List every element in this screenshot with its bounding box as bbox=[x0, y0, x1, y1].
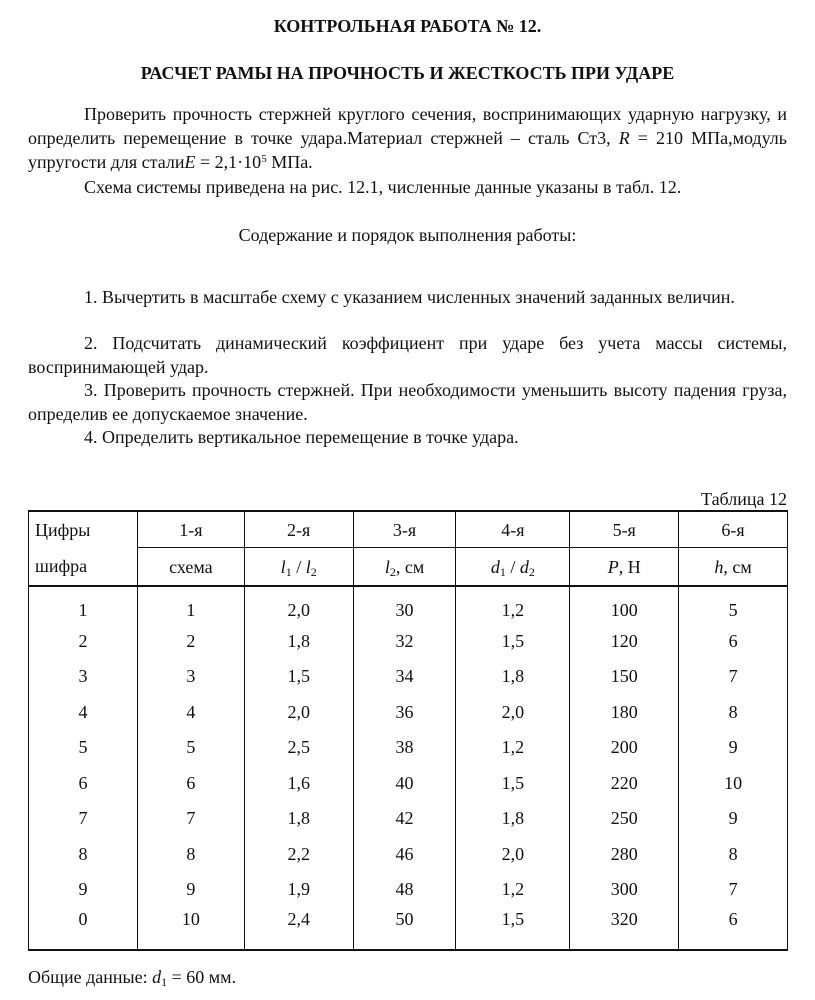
intro-text-part2: = 210 МПа,модуль упругости для стали bbox=[28, 128, 787, 172]
table-cell: 9 bbox=[29, 872, 138, 908]
general-data-value: = 60 мм. bbox=[167, 967, 237, 987]
table-cell: 280 bbox=[570, 836, 679, 872]
table-cell: 4 bbox=[137, 694, 244, 730]
table-header-row-2 bbox=[29, 548, 788, 587]
unit: , см bbox=[723, 556, 752, 577]
symbol-h: h bbox=[714, 556, 724, 577]
table-cell: 1,8 bbox=[456, 801, 570, 837]
table-cell: 48 bbox=[353, 872, 456, 908]
table-cell: 1,9 bbox=[244, 872, 353, 908]
intro-text-part1: Проверить прочность стержней круглого сечения, воспринимающих ударную нагрузку, и определить перемещение в точке удара.Материал стержней – сталь Ст3, bbox=[28, 104, 787, 148]
general-data bbox=[28, 965, 236, 989]
table-body bbox=[29, 586, 788, 950]
symbol-d: d bbox=[519, 556, 529, 577]
header-cell bbox=[456, 548, 570, 587]
table-cell: 1,8 bbox=[244, 801, 353, 837]
table-cell: 6 bbox=[679, 623, 788, 659]
table-row bbox=[29, 872, 788, 908]
table-cell: 3 bbox=[29, 659, 138, 695]
page-title: КОНТРОЛЬНАЯ РАБОТА № 12. bbox=[273, 16, 542, 36]
exponent: 5 bbox=[261, 153, 267, 165]
table-cell: 0 bbox=[29, 907, 138, 950]
table-row bbox=[29, 694, 788, 730]
subscript: 1 bbox=[285, 564, 292, 579]
table-cell: 7 bbox=[679, 659, 788, 695]
table-cell: 100 bbox=[570, 586, 679, 623]
table-cell: 2,4 bbox=[244, 907, 353, 950]
unit: , Н bbox=[618, 556, 641, 577]
separator: / bbox=[291, 556, 306, 577]
table-cell: 1,5 bbox=[456, 765, 570, 801]
table-cell: 300 bbox=[570, 872, 679, 908]
page-subtitle: РАСЧЕТ РАМЫ НА ПРОЧНОСТЬ И ЖЕСТКОСТЬ ПРИ УДАРЕ bbox=[140, 63, 675, 83]
table-cell: 200 bbox=[570, 730, 679, 766]
header-cell bbox=[570, 548, 679, 587]
table-cell: 8 bbox=[679, 836, 788, 872]
table-cell: 6 bbox=[29, 765, 138, 801]
subscript: 1 bbox=[499, 564, 506, 579]
header-cell: 5-я bbox=[570, 511, 679, 548]
header-cell bbox=[353, 548, 456, 587]
table-cell: 320 bbox=[570, 907, 679, 950]
table-cell: 1,2 bbox=[456, 872, 570, 908]
table-cell: 2,0 bbox=[244, 586, 353, 623]
table-cell: 10 bbox=[679, 765, 788, 801]
table-cell: 2 bbox=[29, 623, 138, 659]
table-cell: 6 bbox=[679, 907, 788, 950]
table-cell: 2,2 bbox=[244, 836, 353, 872]
table-cell: 7 bbox=[137, 801, 244, 837]
table-cell: 2,0 bbox=[456, 836, 570, 872]
separator: / bbox=[505, 556, 520, 577]
table-cell: 30 bbox=[353, 586, 456, 623]
header-cell: схема bbox=[137, 548, 244, 587]
step-4: 4. Определить вертикальное перемещение в точке удара. bbox=[84, 427, 519, 447]
header-cell: Цифры bbox=[29, 511, 138, 548]
symbol-R: R bbox=[618, 128, 630, 148]
table-cell: 220 bbox=[570, 765, 679, 801]
table-cell: 6 bbox=[137, 765, 244, 801]
header-cell: 1-я bbox=[137, 511, 244, 548]
table-cell: 1,8 bbox=[456, 659, 570, 695]
table-cell: 10 bbox=[137, 907, 244, 950]
table-cell: 9 bbox=[137, 872, 244, 908]
symbol-d: d bbox=[152, 967, 162, 987]
table-cell: 1,2 bbox=[456, 730, 570, 766]
table-cell: 5 bbox=[29, 730, 138, 766]
subscript: 2 bbox=[310, 564, 317, 579]
table-cell: 46 bbox=[353, 836, 456, 872]
table-row bbox=[29, 586, 788, 623]
table-cell: 1,5 bbox=[244, 659, 353, 695]
symbol-P: P bbox=[607, 556, 619, 577]
table-cell: 9 bbox=[679, 730, 788, 766]
general-data-label: Общие данные: bbox=[28, 967, 153, 987]
header-cell bbox=[244, 548, 353, 587]
table-cell: 1 bbox=[29, 586, 138, 623]
header-cell: шифра bbox=[29, 548, 138, 587]
table-header-row-1 bbox=[29, 511, 788, 548]
table-cell: 36 bbox=[353, 694, 456, 730]
table-cell: 9 bbox=[679, 801, 788, 837]
table-cell: 7 bbox=[29, 801, 138, 837]
symbol-l: l bbox=[280, 556, 286, 577]
table-row bbox=[29, 765, 788, 801]
table-row bbox=[29, 623, 788, 659]
intro-paragraph-2: Схема системы приведена на рис. 12.1, численные данные указаны в табл. 12. bbox=[84, 177, 682, 197]
data-table bbox=[28, 510, 788, 951]
header-cell: 4-я bbox=[456, 511, 570, 548]
unit: , см bbox=[395, 556, 425, 577]
table-cell: 7 bbox=[679, 872, 788, 908]
table-cell: 42 bbox=[353, 801, 456, 837]
table-cell: 8 bbox=[137, 836, 244, 872]
table-cell: 1 bbox=[137, 586, 244, 623]
subscript: 1 bbox=[161, 975, 168, 989]
table-cell: 38 bbox=[353, 730, 456, 766]
table-cell: 40 bbox=[353, 765, 456, 801]
table-cell: 5 bbox=[679, 586, 788, 623]
header-cell bbox=[679, 548, 788, 587]
table-row bbox=[29, 659, 788, 695]
step-1: 1. Вычертить в масштабе схему с указанием численных значений заданных величин. bbox=[84, 287, 735, 307]
table-cell: 34 bbox=[353, 659, 456, 695]
subscript: 2 bbox=[389, 564, 396, 579]
table-cell: 1,2 bbox=[456, 586, 570, 623]
table-cell: 1,5 bbox=[456, 623, 570, 659]
symbol-E: E bbox=[184, 152, 196, 172]
table-caption: Таблица 12 bbox=[701, 489, 787, 509]
table-cell: 2,5 bbox=[244, 730, 353, 766]
symbol-l: l bbox=[384, 556, 390, 577]
symbol-l: l bbox=[305, 556, 311, 577]
step-3: 3. Проверить прочность стержней. При необходимости уменьшить высоту падения груза, определив ее допускаемое значение. bbox=[28, 380, 787, 424]
section-heading: Содержание и порядок выполнения работы: bbox=[238, 225, 577, 245]
table-cell: 8 bbox=[679, 694, 788, 730]
table-cell: 2,0 bbox=[456, 694, 570, 730]
table-cell: 250 bbox=[570, 801, 679, 837]
table-cell: 150 bbox=[570, 659, 679, 695]
table-row bbox=[29, 907, 788, 950]
table-cell: 3 bbox=[137, 659, 244, 695]
table-cell: 8 bbox=[29, 836, 138, 872]
header-cell: 3-я bbox=[353, 511, 456, 548]
table-cell: 5 bbox=[137, 730, 244, 766]
table-cell: 120 bbox=[570, 623, 679, 659]
table-cell: 1,5 bbox=[456, 907, 570, 950]
symbol-d: d bbox=[490, 556, 500, 577]
table-cell: 50 bbox=[353, 907, 456, 950]
table-cell: 1,6 bbox=[244, 765, 353, 801]
step-2: 2. Подсчитать динамический коэффициент при ударе без учета массы системы, воспринимающей удар. bbox=[28, 333, 787, 377]
table-cell: 32 bbox=[353, 623, 456, 659]
intro-paragraph bbox=[28, 102, 787, 174]
table-cell: 2,0 bbox=[244, 694, 353, 730]
table-cell: 2 bbox=[137, 623, 244, 659]
intro-text-part3: = 2,1·10 bbox=[195, 152, 262, 172]
table-cell: 4 bbox=[29, 694, 138, 730]
table-row bbox=[29, 730, 788, 766]
header-cell: 6-я bbox=[679, 511, 788, 548]
intro-text-part4: МПа. bbox=[266, 152, 313, 172]
table-row bbox=[29, 836, 788, 872]
subscript: 2 bbox=[528, 564, 535, 579]
header-cell: 2-я bbox=[244, 511, 353, 548]
table-row bbox=[29, 801, 788, 837]
table-cell: 1,8 bbox=[244, 623, 353, 659]
table-cell: 180 bbox=[570, 694, 679, 730]
